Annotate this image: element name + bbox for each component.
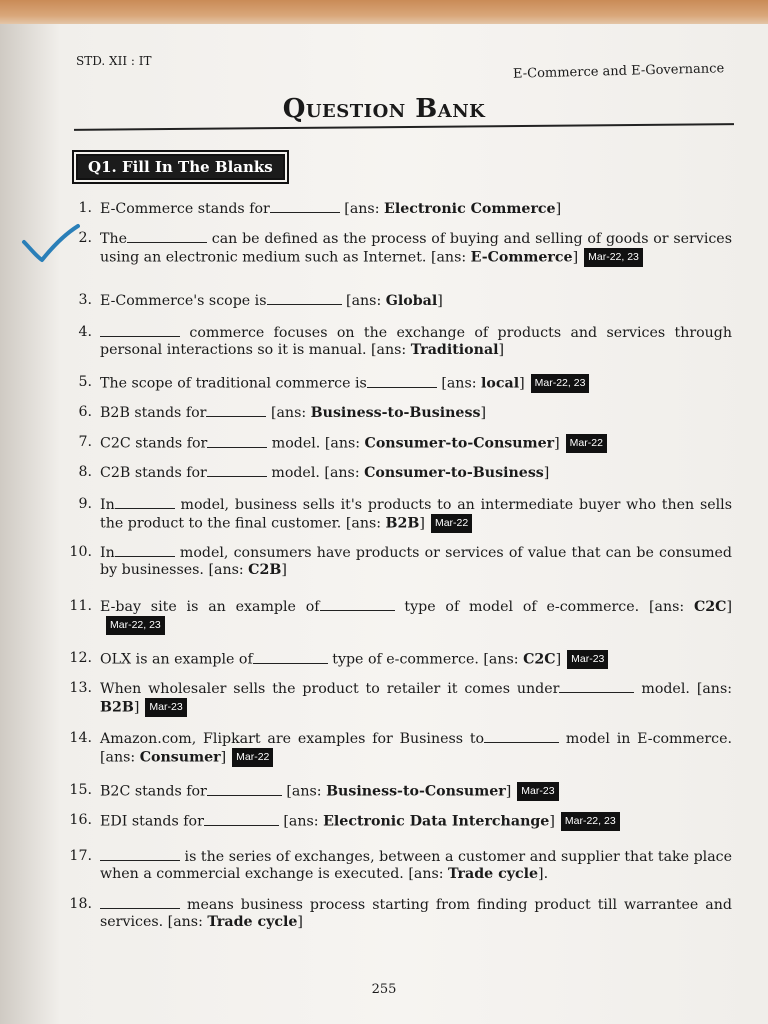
question-suffix: type of model of e-commerce.: [404, 599, 640, 615]
question-item: [60, 730, 732, 767]
answer-blank: [207, 464, 267, 477]
section-heading-label: Q1. Fill In The Blanks: [82, 156, 279, 178]
answer-blank: [367, 375, 437, 388]
question-prefix: E-bay site is an example of: [100, 599, 320, 615]
question-number: 8.: [78, 464, 92, 480]
answer-suffix: ]: [519, 375, 525, 392]
answer-suffix: ]: [297, 914, 303, 930]
question-item: [60, 200, 732, 218]
top-edge: [0, 0, 768, 26]
exam-tag: Mar-22, 23: [106, 616, 165, 635]
answer: [483, 652, 561, 668]
question-text: [100, 782, 732, 801]
question-item: [60, 812, 732, 831]
answer-value: Consumer: [139, 749, 221, 766]
exam-tag: Mar-22: [232, 748, 273, 767]
question-text: [100, 544, 732, 579]
answer: [346, 293, 443, 309]
answer: [271, 405, 486, 421]
answer-prefix: [ans:: [283, 813, 324, 830]
question-item: [60, 782, 732, 801]
answer-suffix: ]: [543, 465, 550, 481]
answer-value: Traditional: [410, 342, 499, 358]
question-item: [60, 896, 732, 931]
answer-value: E-Commerce: [470, 249, 573, 266]
answer: [649, 599, 732, 615]
question-prefix: Amazon.com, Flipkart are examples for Business to: [100, 731, 485, 747]
subject-label: E-Commerce and E-Governance: [512, 61, 725, 82]
question-number: 11.: [69, 598, 92, 614]
answer-prefix: [ans:: [441, 375, 482, 392]
question-number: 3.: [78, 292, 92, 308]
answer-suffix: ]: [549, 813, 555, 830]
question-number: 5.: [78, 374, 92, 390]
answer-value: Electronic Commerce: [384, 201, 556, 217]
question-number: 13.: [69, 680, 92, 696]
answer-blank: [270, 200, 340, 213]
question-prefix: In: [100, 545, 115, 561]
question-text: [100, 404, 732, 422]
question-text: [100, 650, 732, 669]
answer-suffix: ]: [419, 515, 425, 532]
answer-prefix: [ans:: [208, 562, 249, 578]
question-text: [100, 374, 732, 393]
question-prefix: E-Commerce stands for: [100, 201, 270, 217]
question-number: 16.: [69, 812, 92, 828]
question-text: [100, 434, 732, 453]
answer-blank: [320, 598, 395, 611]
page-title: Question Bank: [282, 94, 486, 124]
question-number: 6.: [78, 404, 92, 420]
answer: [371, 342, 504, 358]
question-text: [100, 230, 732, 267]
question-prefix: EDI stands for: [100, 813, 204, 830]
question-text: [100, 896, 732, 931]
exam-tag: Mar-22, 23: [584, 248, 643, 267]
answer-suffix: ]: [480, 405, 486, 421]
answer-blank: [127, 230, 207, 243]
question-text: [100, 598, 732, 635]
question-number: 12.: [69, 650, 92, 666]
answer-prefix: [ans:: [286, 783, 327, 800]
question-prefix: When wholesaler sells the product to retailer it comes under: [100, 681, 560, 697]
answer-blank: [115, 496, 175, 509]
answer: [100, 750, 226, 766]
question-number: 10.: [69, 544, 92, 560]
question-suffix: model.: [271, 435, 321, 452]
answer-blank: [267, 292, 342, 305]
answer: [324, 465, 549, 481]
answer-value: Business-to-Consumer: [326, 783, 506, 800]
page: [0, 24, 768, 1024]
answer-prefix: [ans:: [100, 749, 140, 766]
answer-value: Global: [385, 293, 438, 309]
question-item: [60, 404, 732, 422]
answer-prefix: [ans:: [371, 342, 411, 358]
answer: [346, 516, 425, 532]
question-prefix: The scope of traditional commerce is: [100, 375, 367, 392]
answer-prefix: [ans:: [270, 405, 311, 421]
question-item: [60, 848, 732, 883]
answer-suffix: ]: [555, 201, 562, 217]
answer-suffix: ]: [726, 599, 733, 615]
answer-value: Business-to-Business: [310, 405, 481, 421]
question-item: [60, 324, 732, 359]
answer-prefix: [ans:: [483, 651, 524, 668]
answer: [344, 201, 561, 217]
answer-prefix: [ans:: [346, 293, 386, 309]
answer-value: Electronic Data Interchange: [323, 813, 550, 830]
question-suffix: is the series of exchanges, between a customer and supplier that take place when a commercial exchange is executed.: [100, 849, 732, 882]
answer-suffix: ]: [281, 562, 287, 578]
page-number: 255: [371, 982, 397, 997]
answer-prefix: [ans:: [696, 681, 733, 697]
question-prefix: E-Commerce's scope is: [100, 293, 267, 309]
question-suffix: commerce focuses on the exchange of products and services through personal interactions so it is manual.: [100, 325, 733, 358]
answer-suffix: ]: [555, 651, 562, 668]
answer-suffix: ]: [572, 249, 579, 266]
exam-tag: Mar-23: [145, 698, 186, 717]
answer-suffix: ]: [220, 749, 227, 766]
answer-prefix: [ans:: [345, 515, 386, 532]
question-prefix: B2B stands for: [100, 405, 207, 421]
question-text: [100, 812, 732, 831]
answer-value: Consumer-to-Consumer: [364, 435, 555, 452]
exam-tag: Mar-23: [517, 782, 558, 801]
answer-blank: [253, 651, 328, 664]
exam-tag: Mar-22, 23: [561, 812, 620, 831]
question-item: [60, 544, 732, 579]
question-suffix: model.: [271, 465, 320, 481]
answer-prefix: [ans:: [430, 249, 471, 266]
answer-blank: [559, 680, 634, 693]
question-number: 9.: [78, 496, 92, 512]
answer-blank: [100, 324, 180, 337]
question-text: [100, 496, 732, 533]
answer-value: C2C: [523, 651, 556, 668]
answer-suffix: ]: [554, 435, 560, 452]
question-item: [60, 650, 732, 669]
question-number: 2.: [78, 230, 92, 246]
question-text: [100, 680, 732, 717]
exam-tag: Mar-22: [566, 434, 607, 453]
answer-value: Consumer-to-Business: [364, 465, 544, 481]
answer-blank: [100, 848, 180, 861]
question-prefix: C2C stands for: [100, 435, 208, 452]
question-text: [100, 730, 732, 767]
answer: [431, 250, 578, 266]
answer-blank: [115, 544, 175, 557]
question-number: 1.: [78, 200, 92, 216]
exam-tag: Mar-23: [567, 650, 608, 669]
answer-suffix: ]: [133, 699, 140, 716]
answer-prefix: [ans:: [167, 914, 208, 930]
answer: [286, 784, 511, 800]
answer-prefix: [ans:: [648, 599, 695, 615]
answer: [168, 914, 303, 930]
answer: [408, 866, 548, 882]
title-rule: [74, 123, 734, 131]
answer-suffix: ]: [437, 293, 443, 309]
question-number: 15.: [69, 782, 92, 798]
question-text: [100, 292, 732, 310]
answer-blank: [204, 813, 279, 826]
std-label: STD. XII : IT: [76, 54, 152, 68]
question-item: [60, 434, 732, 453]
question-number: 14.: [69, 730, 92, 746]
question-prefix: The: [100, 231, 127, 247]
question-suffix: model in E-commerce.: [565, 731, 732, 747]
question-prefix: B2C stands for: [100, 783, 207, 800]
question-prefix: C2B stands for: [100, 465, 207, 481]
question-item: [60, 680, 732, 717]
answer: [208, 562, 286, 578]
question-text: [100, 848, 732, 883]
answer-blank: [206, 404, 266, 417]
answer-value: C2B: [248, 562, 282, 578]
question-item: [60, 292, 732, 310]
answer-blank: [100, 896, 180, 909]
question-item: [60, 598, 732, 635]
question-number: 17.: [69, 848, 92, 864]
question-suffix: model, business sells it's products to an intermediate buyer who then sells the product to the final customer.: [100, 497, 732, 532]
section-heading: [72, 150, 289, 184]
question-prefix: In: [100, 497, 115, 513]
question-item: [60, 374, 732, 393]
question-suffix: means business process starting from finding product till warrantee and services.: [100, 897, 732, 930]
answer-prefix: [ans:: [324, 465, 365, 481]
exam-tag: Mar-22: [431, 514, 472, 533]
answer-value: Trade cycle: [207, 914, 298, 930]
answer-prefix: [ans:: [324, 435, 365, 452]
answer-blank: [207, 435, 267, 448]
question-item: [60, 464, 732, 482]
answer-prefix: [ans:: [408, 866, 449, 882]
answer-value: local: [481, 375, 520, 392]
question-item: [60, 496, 732, 533]
question-number: 18.: [69, 896, 92, 912]
answer-value: B2B: [385, 515, 420, 532]
answer-blank: [484, 730, 559, 743]
question-text: [100, 200, 732, 218]
question-number: 7.: [78, 434, 92, 450]
answer-value: C2C: [694, 599, 727, 615]
answer: [283, 814, 555, 830]
answer-suffix: ].: [538, 866, 549, 882]
answer: [441, 376, 524, 392]
answer-prefix: [ans:: [344, 201, 384, 217]
answer-suffix: ]: [498, 342, 505, 358]
answer-value: Trade cycle: [448, 866, 539, 882]
answer-blank: [207, 783, 282, 796]
question-suffix: model.: [641, 681, 690, 697]
question-number: 4.: [78, 324, 92, 340]
question-prefix: OLX is an example of: [100, 651, 253, 668]
question-suffix: type of e-commerce.: [332, 651, 479, 668]
question-text: [100, 464, 732, 482]
question-text: [100, 324, 732, 359]
answer: [325, 436, 560, 452]
question-suffix: can be defined as the process of buying and selling of goods or services using an electronic medium such as Internet.: [100, 231, 732, 266]
question-item: [60, 230, 732, 267]
exam-tag: Mar-22, 23: [531, 374, 590, 393]
question-suffix: model, consumers have products or services of value that can be consumed by businesses.: [100, 545, 732, 578]
answer-value: B2B: [100, 699, 134, 716]
answer-suffix: ]: [505, 783, 512, 800]
